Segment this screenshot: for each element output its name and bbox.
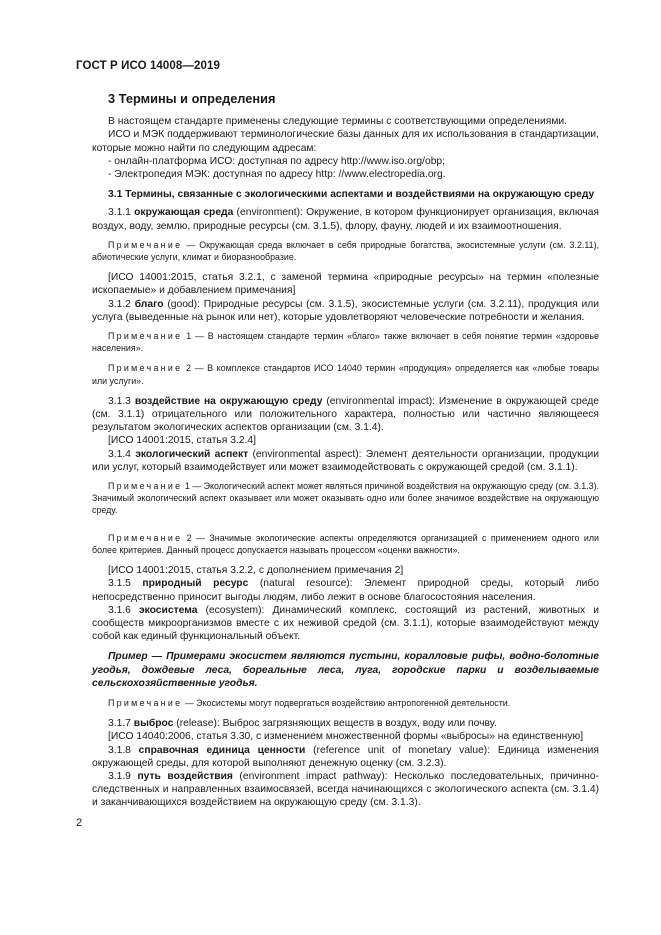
term-name: выброс: [133, 718, 174, 730]
term-name: экосистема: [138, 604, 198, 616]
term-definition: (environmental aspect): Элемент деятельности организации, продукции или услуг, который взаимодействует или может взаимодействовать с окружающей средой (см. 3.1.1).: [92, 448, 599, 473]
term-name: экологический аспект: [135, 448, 249, 460]
note-text: — Экосистемы могут подвергаться воздействию антропогенной деятельности.: [182, 697, 511, 708]
note-3-1-2-2: [92, 362, 599, 386]
section-title: 3 Термины и определения: [108, 91, 276, 106]
intro-line-1: В настоящем стандарте применены следующие термины с соответствующими определениями.: [108, 116, 568, 128]
intro-line-3: - онлайн-платформа ИСО: доступная по адресу http://www.iso.org/obp;: [108, 155, 446, 167]
term-number: 3.1.9: [108, 770, 131, 782]
term-definition: (environment): Окружение, в котором функционирует организация, включая воздух, воду, землю, природные ресурсы (см. 3.1.5), флору, фауну, людей и их взаимоотношения.: [92, 207, 599, 232]
example-label: Пример —: [108, 651, 163, 663]
term-number: 3.1.7: [108, 718, 131, 730]
term-definition: (environment impact pathway): Несколько последовательных, причинно-следственных и направленных взаимосвязей, всегда начинающихся с экологического аспекта (см. 3.1.4) и заканчивающихся воздействием на окружающую среду (см. 3.1.3).: [92, 770, 599, 809]
term-3-1-2: [92, 298, 599, 324]
note-label: Примечание: [108, 532, 183, 543]
source-3-1-7: [ИСО 14040:2006, статья 3.30, с изменением множественной формы «выбросы» на единственную]: [108, 731, 584, 743]
term-name: благо: [134, 298, 164, 310]
term-number: 3.1.2: [108, 298, 131, 310]
term-name: воздействие на окружающую среду: [134, 395, 323, 407]
intro-line-2: ИСО и МЭК поддерживают терминологические базы данных для их использования в стандартизации, которые можно найти по следующим адресам:: [92, 129, 599, 154]
term-definition: (environmental impact): Изменение в окружающей среде (см. 3.1.1) отрицательного или положительного характера, полностью или частично являющееся результатом экологических аспектов организации (см. 3.1.4).: [92, 395, 599, 434]
subsection-title: 3.1 Термины, связанные с экологическими аспектами и воздействиями на окружающую среду: [108, 189, 595, 201]
term-name: окружающая среда: [134, 207, 234, 219]
note-text: 2 — В комплексе стандартов ИСО 14040 термин «продукция» определяется как «любые товары или услуги».: [92, 363, 599, 386]
term-number: 3.1.8: [108, 744, 131, 756]
note-3-1-1: [92, 239, 599, 263]
note-3-1-4-2: [92, 532, 599, 556]
note-text: 1 — В настоящем стандарте термин «благо» также включает в себя понятие термин «здоровье населения».: [92, 331, 599, 354]
term-3-1-9: [92, 770, 599, 810]
intro-line-4: - Электропедия МЭК: доступная по адресу http: //www.electropedia.org.: [108, 169, 446, 181]
page-content: [92, 92, 599, 810]
source-3-1-4: [ИСО 14001:2015, статья 3.2.2, с дополнением примечания 2]: [108, 565, 404, 577]
term-number: 3.1.3: [108, 395, 131, 407]
term-number: 3.1.6: [108, 604, 131, 616]
note-text: 1 — Экологический аспект может являться причиной воздействия на окружающую среду (см. 3.1.3). Значимый экологический аспект оказывает или может оказывать одно или более значимое воздействие на окружающую среду.: [92, 481, 599, 516]
term-3-1-7: [92, 717, 599, 730]
term-number: 3.1.1: [108, 207, 131, 219]
term-3-1-3: [92, 395, 599, 435]
term-definition: (good): Природные ресурсы (см. 3.1.5), экосистемные услуги (см. 3.2.11), продукция или услуга (выведенные на рынок или нет), которые удовлетворяют человеческие потребности и желания.: [92, 298, 599, 323]
term-number: 3.1.5: [108, 578, 131, 590]
term-3-1-5: [92, 577, 599, 603]
term-definition: (natural resource): Элемент природной среды, который либо непосредственно приносит выгоды людям, либо лежит в основе благосостояния населения.: [92, 578, 599, 603]
term-definition: (release): Выброс загрязняющих веществ в воздух, воду или почву.: [173, 718, 497, 730]
term-3-1-4: [92, 448, 599, 474]
page-number: 2: [76, 817, 83, 829]
note-label: Примечание: [108, 331, 183, 342]
note-label: Примечание: [108, 239, 183, 250]
term-number: 3.1.4: [108, 448, 131, 460]
term-name: природный ресурс: [142, 578, 249, 590]
example-3-1-6: [92, 650, 599, 690]
term-definition: (ecosystem): Динамический комплекс, состоящий из растений, животных и сообществ микроорганизмов вместе с их неживой средой (см. 3.1.1), которые взаимодействуют между собой как единый функциональный объект.: [92, 604, 599, 643]
term-3-1-8: [92, 744, 599, 770]
note-text: — Окружающая среда включает в себя природные богатства, экосистемные услуги (см. 3.2.11), абиотические услуги, климат и биоразнообразие.: [92, 239, 599, 263]
page-header: ГОСТ Р ИСО 14008—2019: [76, 60, 221, 72]
example-text: Примерами экосистем являются пустыни, коралловые рифы, водно-болотные угодья, дождевые леса, бореальные леса, луга, городские парки и возделываемые сельскохозяйственные угодья.: [92, 651, 599, 689]
note-label: Примечание: [108, 363, 183, 374]
note-3-1-6: [92, 697, 599, 709]
note-label: Примечание: [108, 481, 183, 492]
note-text: 2 — Значимые экологические аспекты определяются организацией с применением одного или более критериев. Данный процесс допускается называть процессом «оценки важности».: [92, 532, 599, 555]
term-name: справочная единица ценности: [138, 744, 306, 756]
term-3-1-1: [92, 206, 599, 232]
source-3-1-3: [ИСО 14001:2015, статья 3.2.4]: [108, 435, 256, 447]
note-3-1-2-1: [92, 330, 599, 354]
term-name: путь воздействия: [137, 770, 233, 782]
note-label: Примечание: [108, 697, 183, 708]
source-3-1-1: [ИСО 14001:2015, статья 3.2.1, с заменой термина «природные ресурсы» на термин «полезные ископаемые» и добавлением примечания]: [92, 272, 599, 297]
term-definition: (reference unit of monetary value): Единица изменения окружающей среды, для которой выполняют денежную оценку (см. 3.2.3).: [92, 744, 599, 769]
note-3-1-4-1: [92, 480, 599, 517]
term-3-1-6: [92, 604, 599, 644]
